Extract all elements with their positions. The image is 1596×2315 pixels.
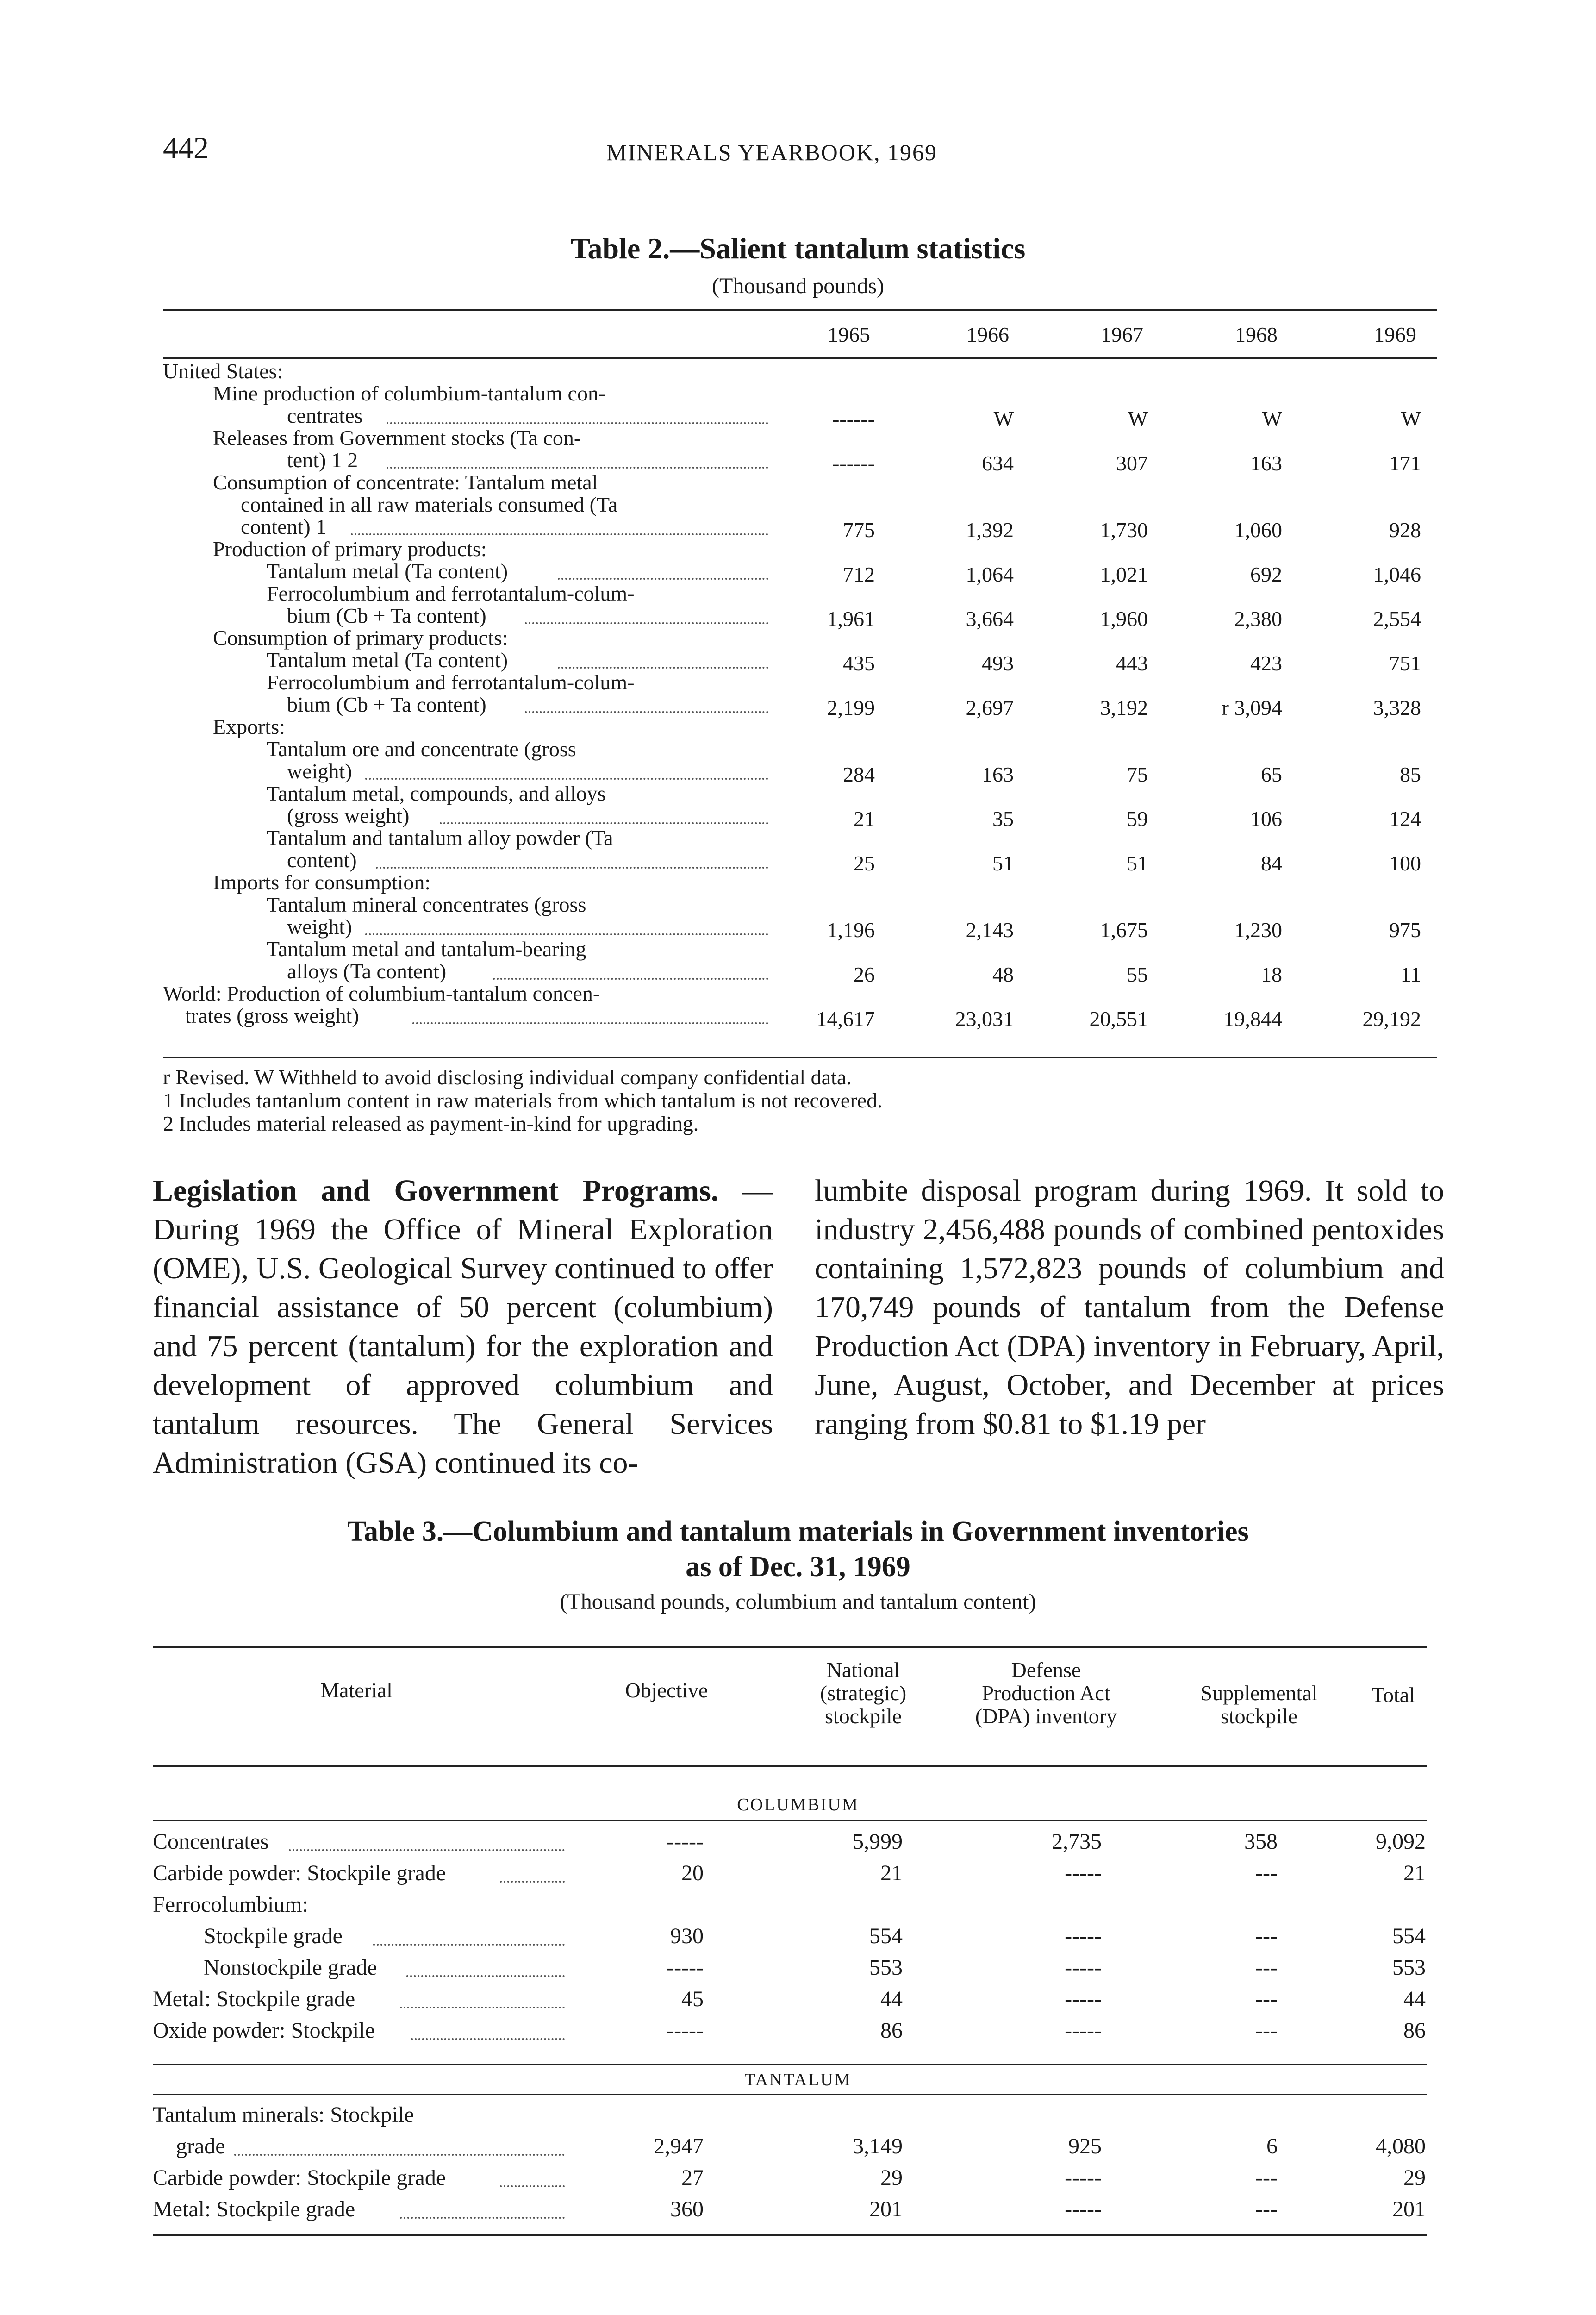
table2-cell: 2,554	[1373, 607, 1421, 631]
section-tantalum: TANTALUM	[744, 2070, 852, 2090]
table2-cell: 775	[843, 518, 875, 542]
table3-cell: ---	[1255, 2197, 1278, 2221]
table2-cell: 21	[854, 807, 875, 831]
table2-row-label: centrates	[287, 404, 363, 427]
table3-cell: -----	[1065, 1924, 1102, 1948]
table2-cell: W	[1128, 407, 1148, 431]
dot-leader	[365, 778, 768, 780]
table2-cell: 634	[982, 451, 1014, 475]
table3-cell: 925	[1068, 2134, 1102, 2159]
dot-leader	[558, 578, 768, 580]
table2-cell: 928	[1389, 518, 1421, 542]
table3-subtitle: (Thousand pounds, columbium and tantalum content)	[560, 1589, 1036, 1614]
table2-cell: r 3,094	[1222, 696, 1282, 720]
table2-cell: 712	[843, 563, 875, 586]
year-1969: 1969	[1374, 323, 1416, 346]
table3-cell: -----	[1065, 2018, 1102, 2043]
table2-cell: 1,675	[1100, 918, 1148, 942]
table3-title-line1: Table 3.—Columbium and tantalum materials in Government inventories	[347, 1516, 1249, 1547]
table3-cell: 358	[1244, 1829, 1278, 1854]
table2-cell: 2,380	[1234, 607, 1282, 631]
table2-cell: 29,192	[1362, 1007, 1421, 1031]
table2-row-label: Tantalum metal, compounds, and alloys	[267, 782, 606, 805]
col-header-supplemental: Supplemental stockpile	[1200, 1681, 1318, 1728]
body-left-column	[153, 1171, 773, 1483]
dot-leader	[400, 2007, 565, 2008]
table2-cell: 3,328	[1373, 696, 1421, 720]
table3-cell: -----	[1065, 1861, 1102, 1885]
table3-cell: 86	[1403, 2018, 1426, 2043]
table2-cell: 493	[982, 651, 1014, 675]
table2-row-label: trates (gross weight)	[185, 1004, 359, 1027]
table2-row-label: (gross weight)	[287, 804, 410, 827]
table3-cell: 27	[681, 2165, 704, 2190]
table3-cell: -----	[667, 1955, 704, 1980]
table2-cell: ------	[832, 451, 875, 475]
col-header-total: Total	[1372, 1683, 1415, 1707]
table3-cell: 930	[670, 1924, 704, 1948]
table2-row-label: Ferrocolumbium and ferrotantalum-colum-	[267, 582, 635, 605]
table2-row-label: Releases from Government stocks (Ta con-	[213, 426, 581, 450]
table2-row-label: Exports:	[213, 715, 285, 738]
col-header-material: Material	[320, 1678, 393, 1702]
table2-cell: W	[993, 407, 1014, 431]
table2-cell: 59	[1127, 807, 1148, 831]
table2-cell: 124	[1389, 807, 1421, 831]
table2-cell: 1,196	[827, 918, 875, 942]
footnote-1: 1 Includes tantanlum content in raw materials from which tantalum is not recovered.	[163, 1089, 883, 1112]
dot-leader	[289, 1849, 565, 1851]
table2-subtitle: (Thousand pounds)	[712, 274, 884, 298]
table2-row-label: bium (Cb + Ta content)	[287, 604, 486, 627]
table2-cell: 84	[1261, 851, 1282, 875]
table3-row-label: Tantalum minerals: Stockpile	[153, 2102, 414, 2127]
dot-leader	[400, 2217, 565, 2219]
table2-row-label: Tantalum mineral concentrates (gross	[267, 893, 586, 916]
table2-row-label: content) 1	[241, 515, 327, 538]
table2-cell: 2,199	[827, 696, 875, 720]
table2-row-label: Tantalum metal (Ta content)	[267, 559, 508, 583]
table3-cell: 29	[880, 2165, 903, 2190]
table2-cell: 23,031	[955, 1007, 1014, 1031]
table2-cell: 1,060	[1234, 518, 1282, 542]
table3-cell: ---	[1255, 1955, 1278, 1980]
table2-row-label: World: Production of columbium-tantalum concen-	[163, 982, 600, 1005]
table2-cell: 65	[1261, 763, 1282, 786]
table3-top-rule	[153, 1646, 1427, 1648]
table2-cell: 75	[1127, 763, 1148, 786]
section-columbium: COLUMBIUM	[737, 1795, 859, 1814]
dot-leader	[373, 1944, 565, 1946]
year-1968: 1968	[1235, 323, 1278, 346]
col-header-national: National (strategic) stockpile	[820, 1658, 907, 1728]
table3-cell: 45	[681, 1987, 704, 2011]
table3-title-line2: as of Dec. 31, 1969	[686, 1551, 910, 1583]
dot-leader	[525, 711, 768, 713]
dot-leader	[234, 2154, 565, 2156]
table3-cell: -----	[1065, 1955, 1102, 1980]
dot-leader	[387, 422, 768, 424]
table2-row-label: Tantalum ore and concentrate (gross	[267, 737, 576, 761]
table2-footnotes	[163, 1066, 883, 1135]
table3-cell: 553	[1392, 1955, 1426, 1980]
col-header-dpa: Defense Production Act (DPA) inventory	[975, 1658, 1117, 1728]
table3-cell: ---	[1255, 1987, 1278, 2011]
table2-row-label: Tantalum metal and tantalum-bearing	[267, 937, 586, 961]
dot-leader	[558, 667, 768, 669]
table3-row-label: grade	[176, 2134, 225, 2159]
table3-cell: 86	[880, 2018, 903, 2043]
table2-cell: 1,960	[1100, 607, 1148, 631]
table2-cell: 14,617	[816, 1007, 875, 1031]
table3-cell: ---	[1255, 1924, 1278, 1948]
year-1967: 1967	[1101, 323, 1143, 346]
dot-leader	[411, 2038, 565, 2040]
dot-leader	[525, 622, 768, 624]
table3-row-label: Ferrocolumbium:	[153, 1892, 308, 1917]
dot-leader	[387, 467, 768, 469]
dot-leader	[412, 1022, 768, 1024]
table3-cell: -----	[1065, 2197, 1102, 2221]
table2-cell: 3,664	[966, 607, 1014, 631]
table2-cell: 1,730	[1100, 518, 1148, 542]
table2-cell: 2,697	[966, 696, 1014, 720]
table3-cell: 6	[1266, 2134, 1278, 2159]
table2-cell: 48	[992, 963, 1014, 986]
table2-cell: 751	[1389, 651, 1421, 675]
table2-cell: 692	[1250, 563, 1282, 586]
table3-cell: 2,735	[1052, 1829, 1102, 1854]
table2-cell: 85	[1400, 763, 1421, 786]
table3-title	[0, 1514, 1596, 1584]
table2-cell: 51	[992, 851, 1014, 875]
table2-cell: 284	[843, 763, 875, 786]
table3-cell: 44	[880, 1987, 903, 2011]
table2-cell: W	[1401, 407, 1421, 431]
table2-cell: 1,046	[1373, 563, 1421, 586]
table2-row-label: Ferrocolumbium and ferrotantalum-colum-	[267, 670, 635, 694]
table2-cell: 307	[1116, 451, 1148, 475]
table2-cell: 3,192	[1100, 696, 1148, 720]
table3-cell: ---	[1255, 2165, 1278, 2190]
table3-cell: ---	[1255, 2018, 1278, 2043]
footnote-2: 2 Includes material released as payment-in-kind for upgrading.	[163, 1112, 699, 1135]
table3-cell: 21	[1403, 1861, 1426, 1885]
table2-bottom-rule	[163, 1057, 1437, 1058]
table2-cell: 1,230	[1234, 918, 1282, 942]
table2-row-label: alloys (Ta content)	[287, 959, 447, 983]
body-left-text: —During 1969 the Office of Mineral Exploration (OME), U.S. Geological Survey continued to offer financial assistance of 50 percent (columbium) and 75 percent (tantalum) for the exploration and development of approved columbium and tantalum resources. The General Services Administration (GSA) continued its co-	[153, 1174, 773, 1480]
table2-row-label: Imports for consumption:	[213, 870, 431, 894]
table2-cell: 35	[992, 807, 1014, 831]
table2-cell: 11	[1400, 963, 1421, 986]
table3-row-label: Concentrates	[153, 1829, 269, 1854]
table3-cell: 21	[880, 1861, 903, 1885]
table3-cell: 554	[869, 1924, 903, 1948]
table2-cell: 975	[1389, 918, 1421, 942]
table2-row-label: Consumption of primary products:	[213, 626, 508, 650]
table2-top-rule	[163, 309, 1437, 311]
table2-row-label: tent) 1 2	[287, 448, 358, 472]
dot-leader	[351, 533, 768, 535]
table2-row-label: Production of primary products:	[213, 537, 487, 561]
table3-cell: 4,080	[1376, 2134, 1426, 2159]
table3-cell: 44	[1403, 1987, 1426, 2011]
table3-cell: 553	[869, 1955, 903, 1980]
table3-cell: -----	[667, 2018, 704, 2043]
table2-cell: 163	[1250, 451, 1282, 475]
table2-row-label: weight)	[287, 759, 352, 783]
dot-leader	[493, 978, 768, 980]
table2-cell: 20,551	[1089, 1007, 1148, 1031]
table2-row-label: Mine production of columbium-tantalum con-	[213, 382, 606, 405]
table2-cell: 25	[854, 851, 875, 875]
table2-cell: 1,392	[966, 518, 1014, 542]
table3-cell: ---	[1255, 1861, 1278, 1885]
table2-cell: 18	[1261, 963, 1282, 986]
table2-cell: 443	[1116, 651, 1148, 675]
table3-cell: -----	[1065, 2165, 1102, 2190]
running-title: MINERALS YEARBOOK, 1969	[606, 139, 937, 165]
table2-header-rule	[163, 357, 1437, 359]
page-number: 442	[163, 131, 209, 165]
table3-cell: 2,947	[654, 2134, 704, 2159]
table2-row-label: contained in all raw materials consumed (Ta	[241, 493, 618, 516]
section-heading: Legislation and Government Programs.	[153, 1174, 719, 1208]
footnote-revised: r Revised. W Withheld to avoid disclosing individual company confidential data.	[163, 1065, 852, 1089]
table3-cell: 201	[869, 2197, 903, 2221]
table2-cell: 106	[1250, 807, 1282, 831]
dot-leader	[365, 933, 768, 935]
table2-cell: W	[1262, 407, 1282, 431]
dot-leader	[376, 867, 768, 869]
table2-row-label: Tantalum and tantalum alloy powder (Ta	[267, 826, 613, 850]
year-1966: 1966	[966, 323, 1009, 346]
table2-cell: 163	[982, 763, 1014, 786]
table2-row-label: United States:	[163, 359, 283, 383]
table2-cell: 423	[1250, 651, 1282, 675]
table2-row-label: Tantalum metal (Ta content)	[267, 648, 508, 672]
table3-cell: 3,149	[853, 2134, 903, 2159]
table2-row-label: weight)	[287, 915, 352, 939]
table3-row-label: Carbide powder: Stockpile grade	[153, 1861, 446, 1885]
table2-cell: 26	[854, 963, 875, 986]
table3-row-label: Stockpile grade	[204, 1924, 343, 1948]
table3-row-label: Metal: Stockpile grade	[153, 2197, 355, 2221]
tantalum-top-rule	[153, 2064, 1427, 2065]
table3-cell: 9,092	[1376, 1829, 1426, 1854]
tantalum-rule	[153, 2094, 1427, 2095]
table3-cell: -----	[1065, 1987, 1102, 2011]
table3-cell: 360	[670, 2197, 704, 2221]
table3-row-label: Carbide powder: Stockpile grade	[153, 2165, 446, 2190]
table3-row-label: Oxide powder: Stockpile	[153, 2018, 375, 2043]
year-1965: 1965	[828, 323, 870, 346]
table2-cell: 2,143	[966, 918, 1014, 942]
table3-cell: 201	[1392, 2197, 1426, 2221]
table2-row-label: bium (Cb + Ta content)	[287, 693, 486, 716]
table2-cell: 19,844	[1223, 1007, 1282, 1031]
body-right-column	[815, 1171, 1444, 1444]
table3-cell: 554	[1392, 1924, 1426, 1948]
dot-leader	[500, 1881, 565, 1883]
table3-bottom-rule	[153, 2234, 1427, 2236]
col-header-objective: Objective	[625, 1678, 708, 1702]
dot-leader	[406, 1975, 565, 1977]
table2-cell: 1,064	[966, 563, 1014, 586]
table2-cell: ------	[832, 407, 875, 431]
table2-cell: 171	[1389, 451, 1421, 475]
dot-leader	[440, 822, 768, 824]
table2-cell: 1,021	[1100, 563, 1148, 586]
table2-row-label: content)	[287, 848, 357, 872]
table3-header-rule	[153, 1765, 1427, 1767]
table3-cell: 20	[681, 1861, 704, 1885]
table2-cell: 51	[1127, 851, 1148, 875]
table2-cell: 55	[1127, 963, 1148, 986]
table3-cell: 5,999	[853, 1829, 903, 1854]
table2-cell: 100	[1389, 851, 1421, 875]
table3-row-label: Metal: Stockpile grade	[153, 1987, 355, 2011]
table2-title: Table 2.—Salient tantalum statistics	[570, 232, 1026, 265]
table3-cell: -----	[667, 1829, 704, 1854]
table3-row-label: Nonstockpile grade	[204, 1955, 377, 1980]
table2-row-label: Consumption of concentrate: Tantalum metal	[213, 470, 598, 494]
table2-cell: 1,961	[827, 607, 875, 631]
body-right-text: lumbite disposal program during 1969. It sold to industry 2,456,488 pounds of combined pentoxides containing 1,572,823 pounds of columbium and 170,749 pounds of tantalum from the Defense Production Act (DPA) inventory in February, April, June, August, October, and December at prices ranging from $0.81 to $1.19 per	[815, 1174, 1444, 1441]
dot-leader	[500, 2185, 565, 2187]
columbium-rule	[153, 1820, 1427, 1821]
table3-cell: 29	[1403, 2165, 1426, 2190]
table2-cell: 435	[843, 651, 875, 675]
